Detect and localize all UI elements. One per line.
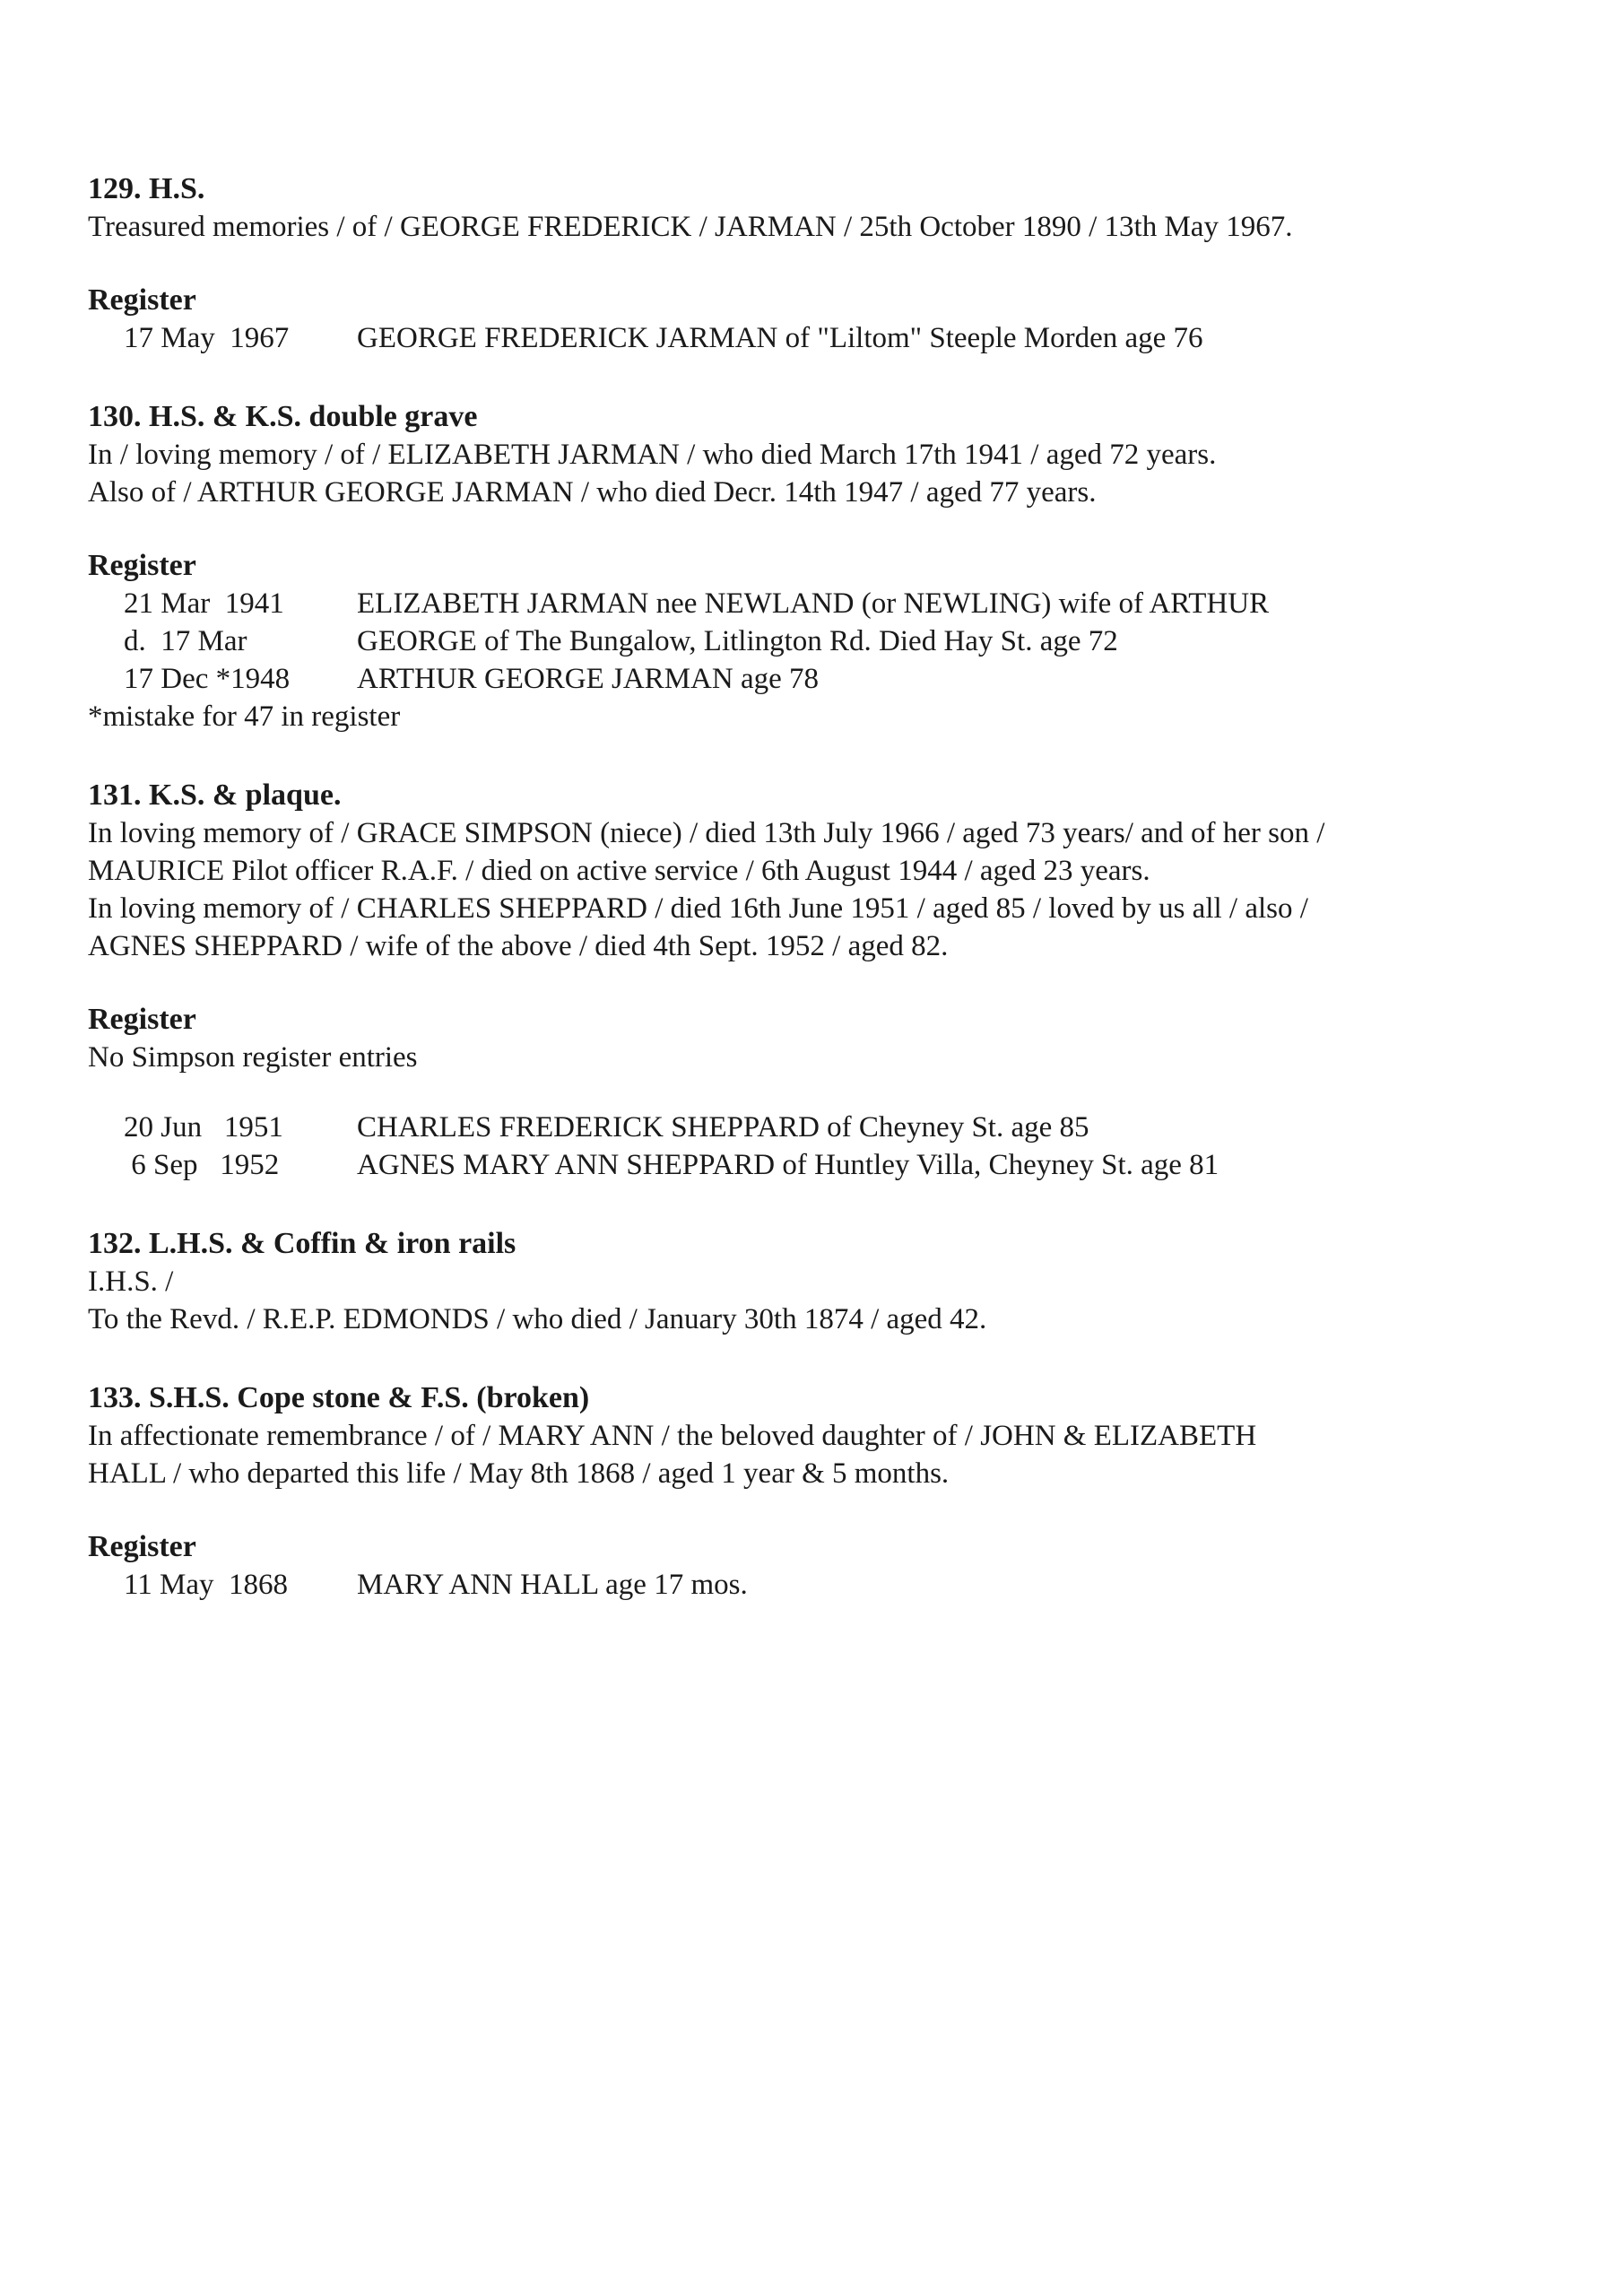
entry-heading: 131. K.S. & plaque. [88,778,342,812]
register-note: No Simpson register entries [88,1041,418,1074]
entry-132 [88,1225,1325,1338]
entry-heading: 133. S.H.S. Cope stone & F.S. (broken) [88,1381,590,1414]
entry-130 [88,398,1325,735]
inscription-text: In loving memory of / GRACE SIMPSON (niece) / died 13th July 1966 / aged 73 years/ and of her son / MAURICE Pilot officer R.A.F. / died on active service / 6th August 1944 / aged 23 years. [88,817,1325,887]
register-date: 21 Mar 1941 d. 17 Mar [124,587,284,657]
entry-heading: 130. H.S. & K.S. double grave [88,400,478,433]
register-row [88,585,1325,660]
inscription-text: Treasured memories / of / GEORGE FREDERICK / JARMAN / 25th October 1890 / 13th May 1967. [88,211,1293,243]
entry-133 [88,1379,1325,1604]
register-heading: Register [88,549,196,582]
register-row [88,1566,1325,1604]
register-row [88,660,1325,698]
register-text: MARY ANN HALL age 17 mos. [357,1569,748,1601]
register-row [88,319,1325,357]
entry-131 [88,777,1325,1184]
inscription-text: Also of / ARTHUR GEORGE JARMAN / who died Decr. 14th 1947 / aged 77 years. [88,476,1097,509]
register-date: 17 May 1967 [124,322,290,354]
register-date: 20 Jun 1951 [124,1111,283,1144]
register-text: GEORGE FREDERICK JARMAN of "Liltom" Steeple Morden age 76 [357,322,1203,354]
register-date: 6 Sep 1952 [124,1149,280,1181]
register-date: 11 May 1868 [124,1569,289,1601]
inscription-text: To the Revd. / R.E.P. EDMONDS / who died / January 30th 1874 / aged 42. [88,1303,987,1335]
inscription-text: In / loving memory / of / ELIZABETH JARMAN / who died March 17th 1941 / aged 72 years. [88,439,1217,471]
register-heading: Register [88,283,196,317]
register-text: ARTHUR GEORGE JARMAN age 78 [357,663,819,695]
entry-129 [88,170,1325,357]
register-heading: Register [88,1003,196,1036]
register-heading: Register [88,1530,196,1563]
register-row [88,1146,1325,1184]
register-text: CHARLES FREDERICK SHEPPARD of Cheyney St. age 85 [357,1111,1089,1144]
entry-heading: 132. L.H.S. & Coffin & iron rails [88,1227,516,1260]
inscription-text: In affectionate remembrance / of / MARY ANN / the beloved daughter of / JOHN & ELIZABETH HALL / who departed this life / May 8th 1868 / aged 1 year & 5 months. [88,1420,1257,1490]
register-text: AGNES MARY ANN SHEPPARD of Huntley Villa, Cheyney St. age 81 [357,1149,1219,1181]
entry-heading: 129. H.S. [88,172,205,205]
inscription-text: I.H.S. / [88,1265,174,1298]
register-footnote: *mistake for 47 in register [88,700,401,733]
inscription-text: In loving memory of / CHARLES SHEPPARD / died 16th June 1951 / aged 85 / loved by us all / also / AGNES SHEPPARD / wife of the above / died 4th Sept. 1952 / aged 82. [88,892,1308,962]
register-text: ELIZABETH JARMAN nee NEWLAND (or NEWLING) wife of ARTHUR GEORGE of The Bungalow, Litlington Rd. Died Hay St. age 72 [357,587,1270,657]
register-date: 17 Dec *1948 [124,663,291,695]
register-row [88,1109,1325,1146]
document-page [88,170,1325,1645]
